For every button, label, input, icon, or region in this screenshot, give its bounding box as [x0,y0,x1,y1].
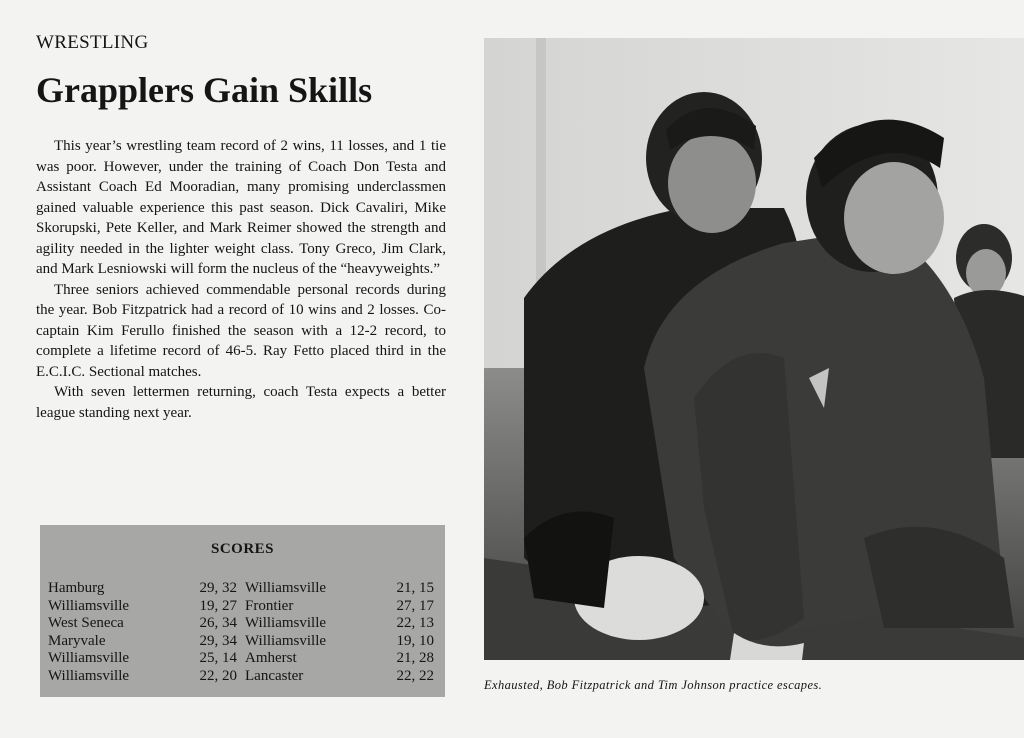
headline: Grapplers Gain Skills [36,70,373,110]
score-opponent: Williamsville [48,667,130,684]
wrestling-photo [484,38,1024,660]
score-opponent: Williamsville [245,632,327,649]
score-opponent: Williamsville [48,597,130,614]
score-opponent: West Seneca [48,615,124,631]
article-paragraph-2: Three seniors achieved commendable personal records during the year. Bob Fitzpatrick had a record of 10 wins and 2 losses. Co-captain Kim Ferullo finished the season with a 12-2 record, to complete a lifetime record of 46-5. Ray Fetto placed third in the E.C.I.C. Sectional matches. [36,281,446,380]
article-column [36,32,446,423]
scores-title: SCORES [210,541,275,557]
score-row [48,615,437,633]
scores-box [40,525,445,697]
article-paragraph-3: With seven lettermen returning, coach Testa expects a better league standing next year. [36,384,446,421]
score-value: 19, 27 [199,597,237,614]
section-label: WRESTLING [36,32,149,53]
score-opponent: Lancaster [245,667,304,684]
score-opponent: Frontier [245,597,294,614]
score-opponent: Williamsville [48,650,130,666]
score-row [48,580,437,598]
article-body [36,136,446,423]
score-value: 21, 15 [396,580,434,596]
score-opponent: Williamsville [245,615,327,631]
score-opponent: Amherst [245,650,297,666]
score-value: 19, 10 [396,632,434,649]
score-opponent: Williamsville [245,580,327,596]
score-row [48,633,437,651]
score-row [48,650,437,668]
score-value: 29, 32 [199,580,237,596]
score-value: 25, 14 [199,650,237,666]
score-row [48,598,437,616]
score-row [48,668,437,686]
wrestlers-image [484,38,1024,660]
score-value: 22, 22 [396,667,434,684]
photo-caption: Exhausted, Bob Fitzpatrick and Tim Johnson practice escapes. [484,678,823,692]
score-value: 21, 28 [396,650,434,666]
score-value: 22, 20 [199,667,237,684]
score-opponent: Maryvale [48,632,106,649]
article-paragraph-1: This year’s wrestling team record of 2 wins, 11 losses, and 1 tie was poor. However, under the training of Coach Don Testa and Assistant Coach Ed Mooradian, many promising underclassmen gained valuable experience this past season. Dick Cavaliri, Mike Skorupski, Pete Keller, and Mark Reimer showed the strength and agility needed in the lighter weight class. Tony Greco, Jim Clark, and Mark Lesniowski will form the nucleus of the “heavyweights.” [36,138,446,277]
score-opponent: Hamburg [48,580,105,596]
score-value: 22, 13 [396,615,434,631]
score-value: 27, 17 [396,597,434,614]
score-value: 29, 34 [199,632,237,649]
score-value: 26, 34 [199,615,237,631]
